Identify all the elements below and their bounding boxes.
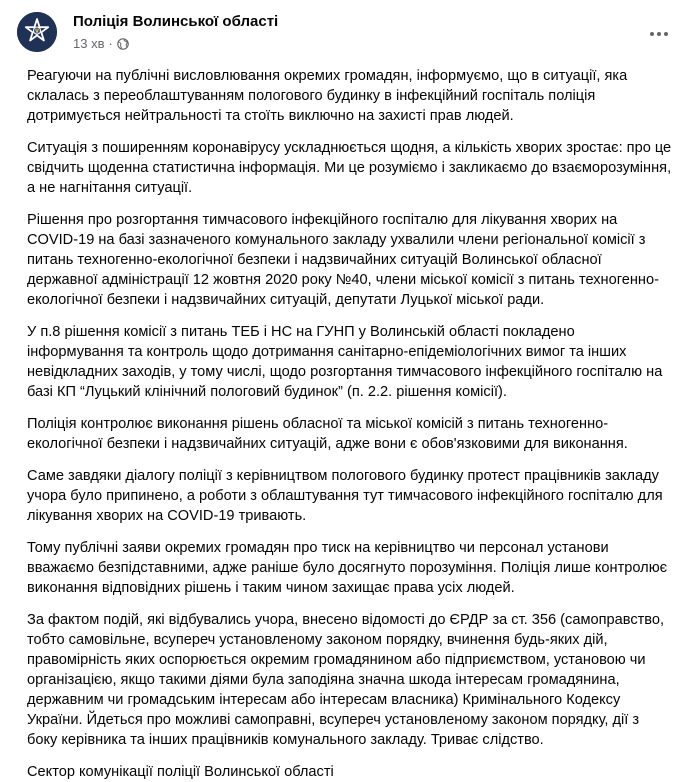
post-paragraph: Рішення про розгортання тимчасового інфекційного госпіталю для лікування хворих на COVID-19 на базі зазначеного комунального закладу ухвалили члени регіональної комісії з питань техногенно-екологічної безпеки і надзвичайних ситуацій Волинської обласної державної адміністрації 12 жовтня 2020 року №40, члени міської комісії з питань техногенно-екологічної безпеки і надзвичайних ситуацій, депутати Луцької міської ради.: [27, 212, 659, 308]
post-header: [0, 0, 697, 62]
post-paragraph: Ситуація з поширенням коронавірусу ускладнюється щодня, а кількість хворих зростає: про це свідчить щоденна статистична інформація. Ми це розуміємо і закликаємо до взаєморозуміння, а не нагнітання ситуації.: [27, 140, 672, 196]
ellipsis-icon-dot: [664, 32, 668, 36]
page-name-link[interactable]: Поліція Волинської області: [73, 13, 279, 30]
post-paragraph: Тому публічні заяви окремих громадян про тиск на керівництво чи персонал установи вважаємо безпідставними, адже раніше було досягнуто порозуміння. Поліція лише контролює виконання відповідних рішень і таким чином захищає права усіх людей.: [27, 540, 668, 596]
post-signature: Сектор комунікації поліції Волинської області: [27, 764, 334, 780]
post-paragraph: Реагуючи на публічні висловлювання окремих громадян, інформуємо, що в ситуації, яка склалась з переоблаштуванням пологового будинку в інфекційний госпіталь поліція дотримується нейтральності та стоїть виключно на захисті прав людей.: [27, 68, 628, 124]
post-paragraph: Поліція контролює виконання рішень обласної та міської комісій з питань техногенно-екологічної безпеки і надзвичайних ситуацій, адже вони є обов'язковими для виконання.: [27, 416, 628, 452]
more-options-button[interactable]: [641, 20, 677, 48]
avatar[interactable]: [17, 12, 57, 52]
post-paragraph: У п.8 рішення комісії з питань ТЕБ і НС на ГУНП у Волинській області покладено інформування та контроль щодо дотримання санітарно-епідеміологічних вимог та інших невідкладних заходів, у тому числі, щодо розгортання тимчасового інфекційного госпіталю на базі КП “Луцький клінічний пологовий будинок” (п. 2.2. рішення комісії).: [27, 324, 663, 400]
post-paragraph: За фактом подій, які відбувались учора, внесено відомості до ЄРДР за ст. 356 (самоправство, тобто самовільне, всупереч установленому законом порядку, вчинення будь-яких дій, правомірність яких оспорюється окремим громадянином або підприємством, установою чи організацією, якщо такими діями була заподіяна значна шкода інтересам громадянина, державним чи громадським інтересам або інтересам власника) Кримінального Кодексу України. Йдеться про можливі самоправні, всупереч установленому законом порядку, дії з боку керівника та інших працівників комунального закладу. Триває слідство.: [27, 612, 665, 748]
post-text: [27, 66, 672, 782]
post-paragraph: Саме завдяки діалогу поліції з керівництвом пологового будинку протест працівників закладу учора було припинено, а роботи з облаштування тут тимчасового інфекційного госпіталю для лікування хворих на COVID-19 тривають.: [27, 468, 663, 524]
ellipsis-icon-dot: [657, 32, 661, 36]
meta-separator: ·: [108, 36, 113, 51]
ellipsis-icon-dot: [650, 32, 654, 36]
globe-icon[interactable]: [117, 38, 129, 50]
post-meta: [73, 36, 129, 51]
police-star-badge-icon: [17, 12, 57, 52]
post-timestamp[interactable]: 13 хв: [73, 36, 105, 51]
